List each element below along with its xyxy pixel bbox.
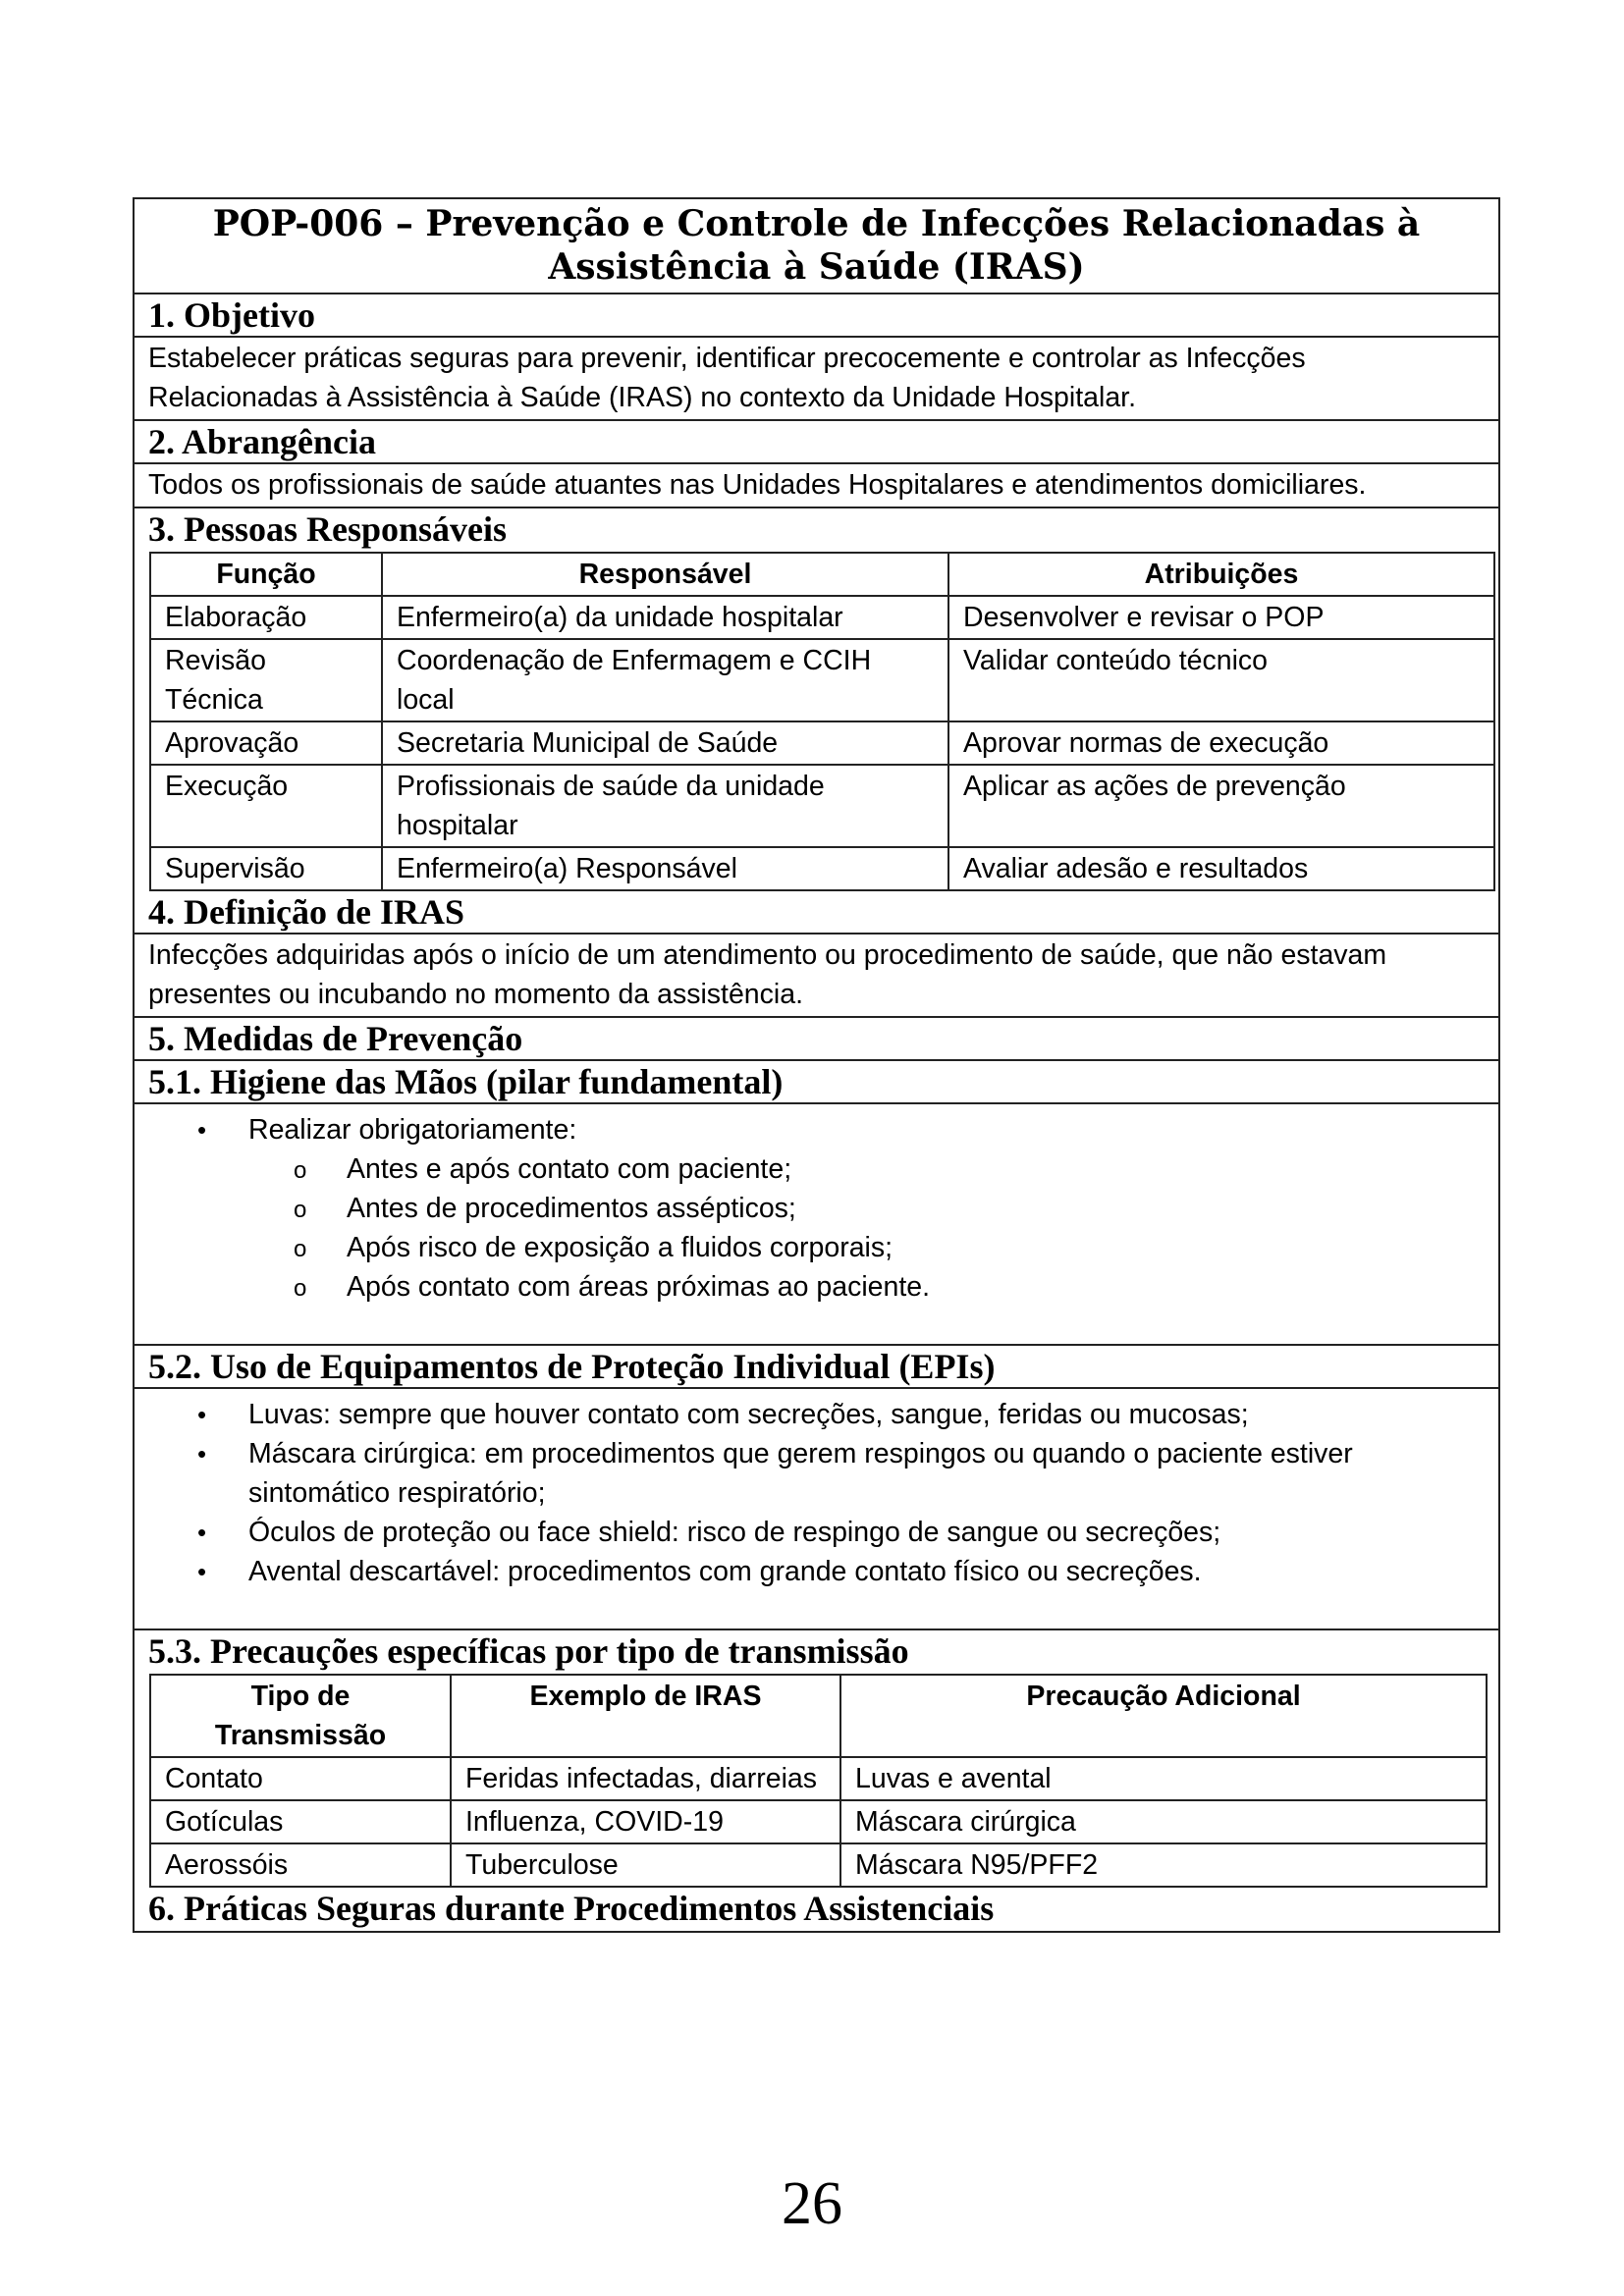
table-cell: Validar conteúdo técnico [948,639,1494,721]
column-header: Responsável [382,553,948,596]
list-item [135,1110,1485,1149]
list-item [135,1513,1485,1552]
section-2-text: Todos os profissionais de saúde atuantes nas Unidades Hospitalares e atendimentos domiciliares. [135,464,1498,508]
transmission-table [149,1674,1488,1888]
column-header: Atribuições [948,553,1494,596]
table-row [150,596,1494,639]
list-item-text: Óculos de proteção ou face shield: risco de respingo de sangue ou secreções; [248,1517,1221,1548]
table-cell: Elaboração [150,596,382,639]
text-line: Infecções adquiridas após o início de um atendimento ou procedimento de saúde, que não estavam [148,939,1387,971]
table-cell: Coordenação de Enfermagem e CCIH local [382,639,948,721]
section-6-heading: 6. Práticas Seguras durante Procedimentos Assistenciais [148,1889,995,1928]
table-row [150,1800,1487,1843]
table-cell: Luvas e avental [840,1757,1487,1800]
table-cell: Secretaria Municipal de Saúde [382,721,948,765]
sub-list-item-text: Após contato com áreas próximas ao paciente. [347,1271,931,1303]
section-5-heading: 5. Medidas de Prevenção [135,1018,1498,1061]
table-cell: Máscara cirúrgica [840,1800,1487,1843]
sub-list-item-text: Antes e após contato com paciente; [347,1153,792,1185]
section-4-text [135,934,1498,1018]
table-cell: Execução [150,765,382,847]
page-number: 26 [782,2170,842,2237]
sub-list-item [135,1149,1485,1189]
section-4-heading: 4. Definição de IRAS [135,891,1498,934]
sub-list-item-text: Antes de procedimentos assépticos; [347,1193,796,1224]
table-cell: Enfermeiro(a) Responsável [382,847,948,890]
section-5-2-heading: 5.2. Uso de Equipamentos de Proteção Individual (EPIs) [135,1346,1498,1389]
epi-list [135,1389,1498,1630]
list-item-text: Realizar obrigatoriamente: [248,1114,577,1146]
table-cell: Influenza, COVID-19 [451,1800,840,1843]
section-2-heading: 2. Abrangência [135,421,1498,464]
text-line: presentes ou incubando no momento da assistência. [148,979,804,1010]
pop-document-frame [133,197,1500,1933]
circle-bullet-icon: o [294,1197,307,1223]
table-cell: Supervisão [150,847,382,890]
bullet-icon: • [197,1557,207,1586]
table-cell: Máscara N95/PFF2 [840,1843,1487,1887]
hand-hygiene-list [135,1104,1498,1346]
table-cell: Revisão Técnica [150,639,382,721]
table-cell: Avaliar adesão e resultados [948,847,1494,890]
bullet-icon: • [197,1115,207,1145]
section-5-3-heading: 5.3. Precauções específicas por tipo de transmissão [148,1631,909,1671]
table-cell: Contato [150,1757,451,1800]
section-5-1-heading: 5.1. Higiene das Mãos (pilar fundamental) [135,1061,1498,1104]
list-item [135,1434,1485,1513]
circle-bullet-icon: o [294,1236,307,1262]
list-item [135,1395,1485,1434]
bullet-icon: • [197,1518,207,1547]
sub-list-item [135,1228,1485,1267]
column-header: Tipo de Transmissão [150,1675,451,1757]
sub-list-item [135,1267,1485,1307]
table-cell: Feridas infectadas, diarreias [451,1757,840,1800]
bullet-icon: • [197,1400,207,1429]
table-cell: Aprovação [150,721,382,765]
column-header: Precaução Adicional [840,1675,1487,1757]
document-title: POP-006 – Prevenção e Controle de Infecções Relacionadas à Assistência à Saúde (IRAS) [135,199,1498,294]
column-header: Exemplo de IRAS [451,1675,840,1757]
table-row [150,847,1494,890]
column-header: Função [150,553,382,596]
list-item-text: Máscara cirúrgica: em procedimentos que gerem respingos ou quando o paciente estiver sintomático respiratório; [248,1438,1353,1509]
table-row [150,639,1494,721]
section-5-3 [135,1630,1498,1933]
table-row [150,765,1494,847]
table-row [150,1843,1487,1887]
sub-list-item-text: Após risco de exposição a fluidos corporais; [347,1232,893,1263]
circle-bullet-icon: o [294,1275,307,1302]
list-item-text: Avental descartável: procedimentos com grande contato físico ou secreções. [248,1556,1202,1587]
table-cell: Tuberculose [451,1843,840,1887]
table-cell: Gotículas [150,1800,451,1843]
table-row [150,721,1494,765]
responsibles-table [149,552,1495,891]
section-1-text [135,338,1498,421]
bullet-icon: • [197,1439,207,1468]
section-1-heading: 1. Objetivo [135,294,1498,338]
table-cell: Profissionais de saúde da unidade hospitalar [382,765,948,847]
circle-bullet-icon: o [294,1157,307,1184]
table-cell: Aerossóis [150,1843,451,1887]
text-line: Relacionadas à Assistência à Saúde (IRAS) no contexto da Unidade Hospitalar. [148,382,1137,413]
list-item-text: Luvas: sempre que houver contato com secreções, sangue, feridas ou mucosas; [248,1399,1249,1430]
text-line: Estabelecer práticas seguras para prevenir, identificar precocemente e controlar as Infecções [148,343,1306,374]
section-3 [135,508,1498,891]
table-cell: Enfermeiro(a) da unidade hospitalar [382,596,948,639]
table-header-row [150,553,1494,596]
section-3-heading: 3. Pessoas Responsáveis [148,509,508,549]
table-cell: Aprovar normas de execução [948,721,1494,765]
table-cell: Aplicar as ações de prevenção [948,765,1494,847]
sub-list-item [135,1189,1485,1228]
table-row [150,1757,1487,1800]
table-header-row [150,1675,1487,1757]
table-cell: Desenvolver e revisar o POP [948,596,1494,639]
list-item [135,1552,1485,1591]
